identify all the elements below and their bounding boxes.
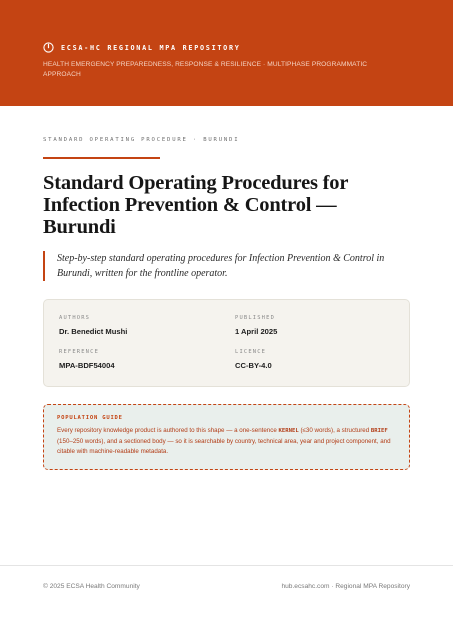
meta-published: [235, 315, 277, 336]
meta-reference: [59, 349, 115, 370]
brand[interactable]: [43, 42, 241, 53]
population-guide: [43, 404, 410, 470]
power-circle-icon: [43, 42, 54, 53]
header-banner: [0, 0, 453, 106]
licence-value: CC-BY-4.0: [235, 361, 272, 370]
published-label: PUBLISHED: [235, 315, 276, 321]
kernel-keyword: KERNEL: [278, 428, 299, 434]
accent-rule: [43, 157, 160, 159]
published-value: 1 April 2025: [235, 327, 278, 336]
brand-name: ECSA-HC REGIONAL MPA REPOSITORY: [61, 43, 241, 52]
reference-value: MPA-BDF54004: [59, 361, 115, 370]
brief-keyword: BRIEF: [370, 428, 388, 434]
reference-label: REFERENCE: [59, 349, 100, 355]
authors-label: AUTHORS: [59, 315, 91, 321]
footer-site-link[interactable]: hub.ecsahc.com · Regional MPA Repository: [281, 583, 410, 590]
lead-summary: Step-by-step standard operating procedures for Infection Prevention & Control in Burundi, written for the frontline operator.: [43, 251, 413, 281]
banner-subtitle: HEALTH EMERGENCY PREPAREDNESS, RESPONSE & RESILIENCE · MULTIPHASE PROGRAMMATIC APPROACH: [43, 61, 368, 78]
guide-text-part: Every repository knowledge product is authored to this shape — a one-sentence: [57, 427, 279, 434]
metadata-card: [43, 299, 410, 387]
footer-divider: [0, 565, 453, 566]
authors-value: Dr. Benedict Mushi: [59, 327, 128, 336]
meta-licence: [235, 349, 272, 370]
guide-text: [57, 426, 396, 458]
guide-title: POPULATION GUIDE: [57, 415, 123, 421]
document-kicker: STANDARD OPERATING PROCEDURE · BURUNDI: [43, 137, 240, 143]
licence-label: LICENCE: [235, 349, 267, 355]
page-title: Standard Operating Procedures for Infection Prevention & Control — Burundi: [43, 172, 348, 238]
meta-authors: [59, 315, 127, 336]
guide-text-part: (150–250 words), and a sectioned body — so it is searchable by country, technical area, year and project component, and citable with machine-readable metadata.: [57, 437, 391, 455]
guide-text-part: (≤30 words), a structured: [298, 427, 371, 434]
footer-copyright: © 2025 ECSA Health Community: [43, 583, 140, 590]
